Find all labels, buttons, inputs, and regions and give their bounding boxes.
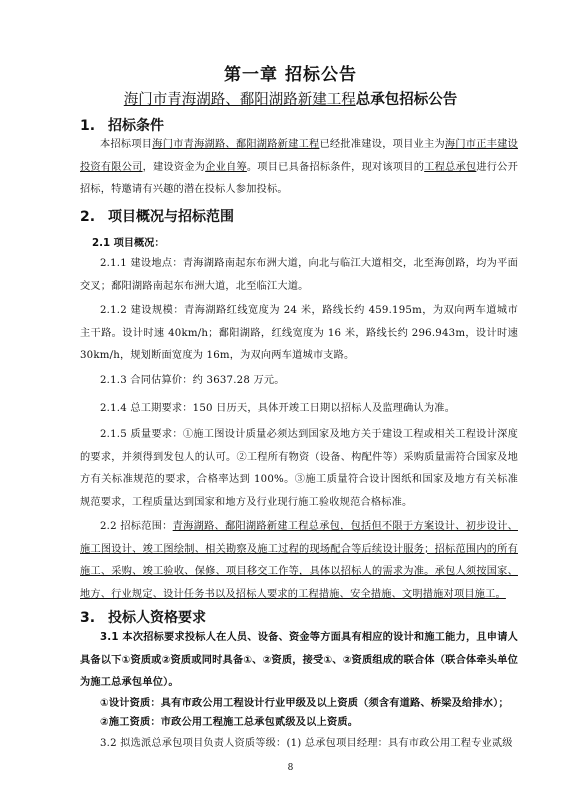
scope-ref: 工程总承包 bbox=[424, 161, 477, 173]
fund-ref: 企业自筹 bbox=[205, 161, 247, 173]
paragraph-2-1-4: 2.1.4 总工期要求：150 日历天，具体开竣工日期以招标人及监理确认为准。 bbox=[100, 403, 456, 414]
section-heading-2 bbox=[80, 206, 234, 226]
document-title bbox=[0, 88, 581, 109]
paragraph-2-1-5: 2.1.5 质量要求：①施工图设计质量必须达到国家及地方关于建设工程或相关工程设计深度的要求，并须得到发包人的认可。②工程所有物资（设备、构配件等）采购质量需符合国家及地方有关标准规范的要求，合格率达到 100%。③施工质量符合设计图纸和国家及地方有关标准规范要求，工程质量达到国家和地方及行业现行施工验收规范合格标准。 bbox=[80, 429, 518, 508]
scope-text: 青海湖路、鄱阳湖路新建工程总承包，包括但不限于方案设计、初步设计、施工图设计、竣工图绘制、相关勘察及施工过程的现场配合等后续设计服务；招标范围内的所有施工、采购、竣工验收、保修、项目移交工作等，具体以招标人的需求为准。承包人须按国家、地方、行业规定、设计任务书以及招标人要求的工程措施、安全措施、文明措施对项目施工。 bbox=[80, 521, 518, 600]
paragraph-3-1-construction: ②施工资质：市政公用工程施工总承包贰级及以上资质。 bbox=[100, 717, 359, 728]
paragraph-2-1-2: 2.1.2 建设规模：青海湖路红线宽度为 24 米，路线长约 459.195m，为双向两车道城市主干路。设计时速 40km/h；鄱阳湖路，红线宽度为 16 米，路线长约 296.943m，设计时速 30km/h，规划断面宽度为 16m，为双向两车道城市支路。 bbox=[80, 305, 518, 361]
project-ref: 海门市青海湖路、鄱阳湖路新建工程 bbox=[152, 139, 320, 150]
section-heading-3 bbox=[80, 607, 206, 627]
text: 进行公开招标，特邀请有兴趣的潜在投标人参加投标。 bbox=[80, 161, 519, 195]
section-number: 2. bbox=[80, 209, 96, 225]
paragraph-2-1-3: 2.1.3 合同估算价：约 3637.28 万元。 bbox=[100, 375, 285, 386]
owner-ref: 海门市正丰建设投资有限公司 bbox=[80, 139, 519, 173]
paragraph-3-1: 3.1 本次招标要求投标人在人员、设备、资金等方面具有相应的设计和施工能力，且申请人具备以下①资质或②资质或同时具备①、②资质，接受①、②资质组成的联合体（联合体牵头单位为施工总承包单位）。 bbox=[80, 632, 518, 688]
section-number: 3. bbox=[80, 610, 96, 626]
text: 。项目已具备招标条件，现对该项目的 bbox=[246, 161, 425, 173]
text: 2.2 招标范围： bbox=[100, 521, 173, 532]
chapter-title: 第一章 招标公告 bbox=[224, 65, 357, 85]
paragraph-2-2 bbox=[80, 516, 518, 606]
page-number: 8 bbox=[287, 763, 294, 773]
section-number: 1. bbox=[80, 118, 96, 134]
text: 本招标项目 bbox=[100, 139, 153, 150]
project-name: 海门市青海湖路、鄱阳湖路新建工程 bbox=[123, 92, 356, 108]
title-suffix: 总承包招标公告 bbox=[355, 92, 458, 108]
section-heading-1 bbox=[80, 115, 164, 135]
text: ，建设资金为 bbox=[142, 161, 206, 173]
section-title: 投标人资格要求 bbox=[108, 610, 206, 626]
text: 已经批准建设，项目业主为 bbox=[319, 139, 445, 150]
paragraph-3-2: 3.2 拟选派总承包项目负责人资质等级：(1) 总承包项目经理：具有市政公用工程专业贰级 bbox=[100, 738, 513, 749]
subsection-heading: 2.1 项目概况： bbox=[92, 238, 165, 249]
section-1-paragraph bbox=[80, 134, 518, 202]
section-title: 招标条件 bbox=[108, 118, 164, 134]
paragraph-3-1-design: ①设计资质：具有市政公用工程设计行业甲级及以上资质（须含有道路、桥梁及给排水）； bbox=[100, 698, 509, 709]
paragraph-2-1-1: 2.1.1 建设地点：青海湖路南起东布洲大道，向北与临江大道相交，北至海创路，均为平面交叉；鄱阳湖路南起东布洲大道，北至临江大道。 bbox=[80, 258, 518, 292]
section-title: 项目概况与招标范围 bbox=[108, 209, 234, 225]
